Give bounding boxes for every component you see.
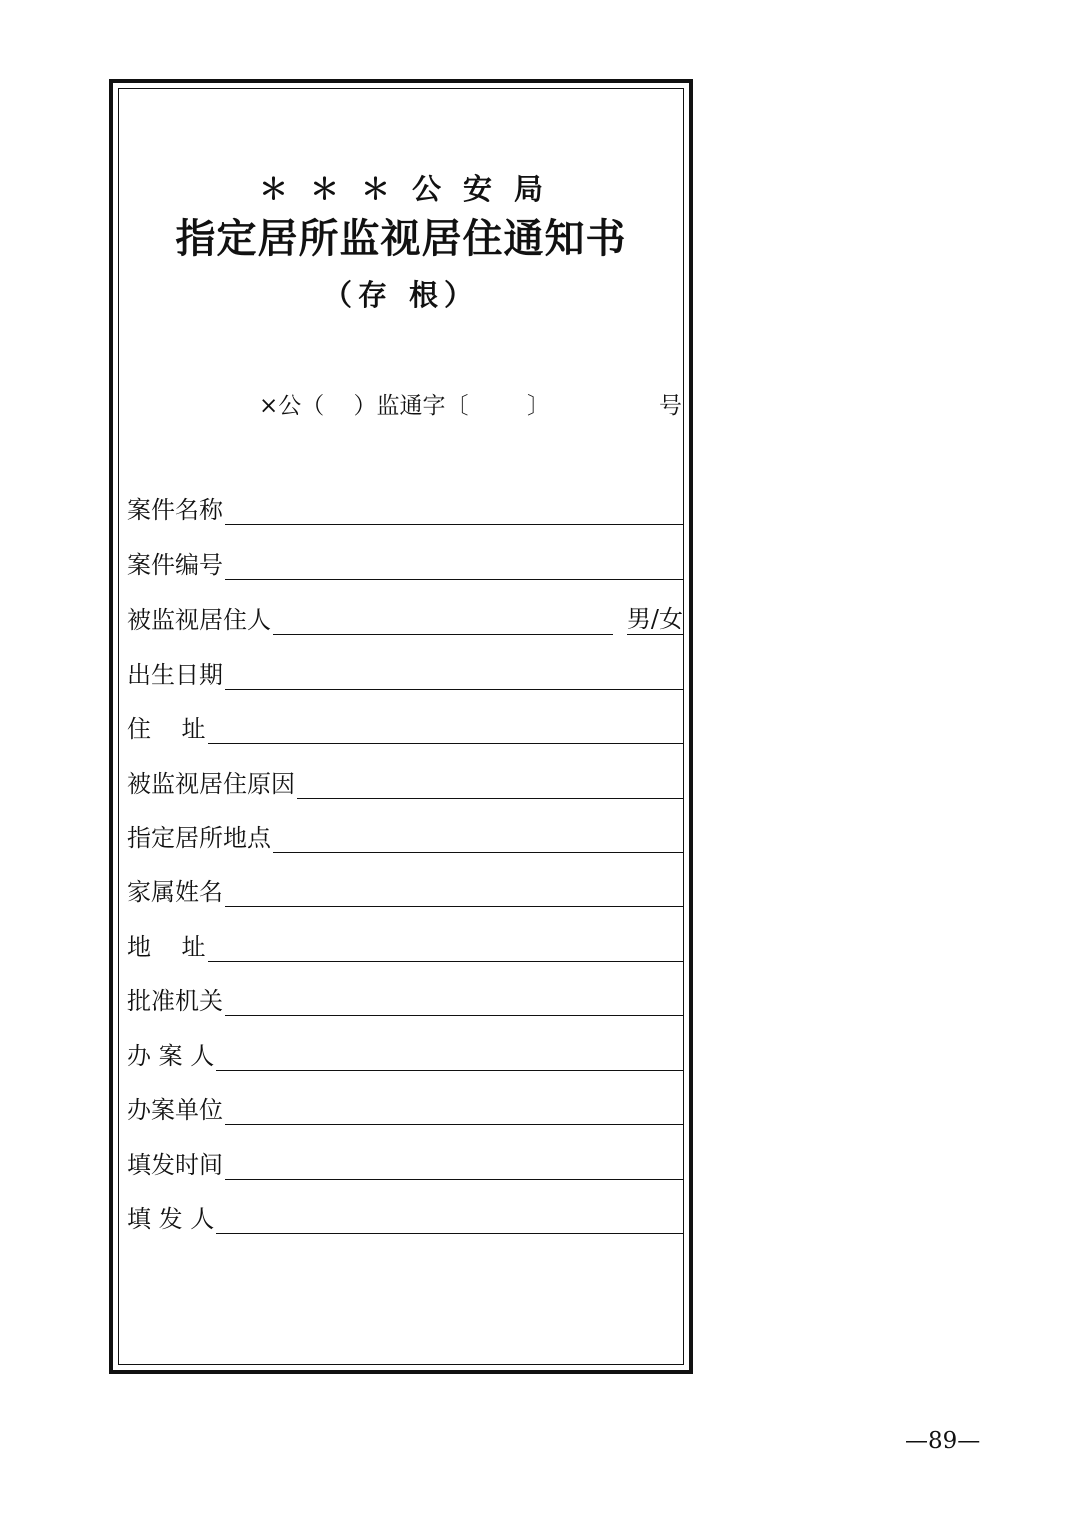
gender-option[interactable]: 男/女 — [626, 605, 683, 633]
field-label: 地 址 — [127, 933, 206, 961]
fill-line[interactable] — [225, 1098, 683, 1125]
fill-line[interactable] — [216, 1207, 683, 1234]
field-label: 案件名称 — [127, 496, 223, 524]
field-label: 填发时间 — [127, 1151, 223, 1179]
field-label: 家属姓名 — [127, 878, 223, 906]
document-number: ×公（ ）监通字〔 〕 — [259, 393, 551, 419]
fill-line[interactable] — [225, 989, 683, 1016]
field-label: 住 址 — [127, 715, 206, 743]
field-case-officer[interactable] — [127, 1037, 683, 1071]
field-label: 批准机关 — [127, 987, 223, 1015]
field-supervised-person[interactable] — [127, 601, 683, 635]
field-family-address[interactable] — [127, 928, 683, 962]
fill-line[interactable] — [225, 553, 683, 580]
field-address[interactable] — [127, 710, 683, 744]
form-subtitle: （存 根） — [322, 278, 480, 312]
field-family-name[interactable] — [127, 873, 683, 907]
field-label: 案件编号 — [127, 551, 223, 579]
field-label: 被监视居住原因 — [127, 770, 295, 798]
field-label: 办案单位 — [127, 1096, 223, 1124]
field-label: 出生日期 — [127, 661, 223, 689]
field-birth-date[interactable] — [127, 656, 683, 690]
field-supervision-reason[interactable] — [127, 765, 683, 799]
field-label: 被监视居住人 — [127, 606, 271, 634]
field-label: 办 案 人 — [127, 1042, 215, 1070]
fill-line[interactable] — [297, 772, 683, 799]
fill-line[interactable] — [208, 717, 683, 744]
field-label: 指定居所地点 — [127, 824, 271, 852]
field-case-number[interactable] — [127, 546, 683, 580]
fill-line[interactable] — [273, 608, 613, 635]
field-issuer[interactable] — [127, 1200, 683, 1234]
form-outer-border — [109, 79, 693, 1374]
page-number: —89— — [905, 1428, 981, 1454]
fill-line[interactable] — [208, 935, 683, 962]
fill-line[interactable] — [225, 498, 683, 525]
field-handling-unit[interactable] — [127, 1091, 683, 1125]
fill-line[interactable] — [225, 880, 683, 907]
field-designated-residence[interactable] — [127, 819, 683, 853]
field-issue-time[interactable] — [127, 1146, 683, 1180]
fill-line[interactable] — [225, 1153, 683, 1180]
document-number-suffix: 号 — [659, 393, 682, 419]
issuing-authority: ＊＊＊公安局 — [258, 172, 565, 206]
fill-line[interactable] — [273, 826, 683, 853]
field-case-name[interactable] — [127, 491, 683, 525]
form-inner-border — [118, 88, 684, 1365]
fill-line[interactable] — [216, 1044, 683, 1071]
form-title: 指定居所监视居住通知书 — [175, 215, 627, 262]
field-approving-authority[interactable] — [127, 982, 683, 1016]
field-label: 填 发 人 — [127, 1205, 215, 1233]
fill-line[interactable] — [225, 663, 683, 690]
